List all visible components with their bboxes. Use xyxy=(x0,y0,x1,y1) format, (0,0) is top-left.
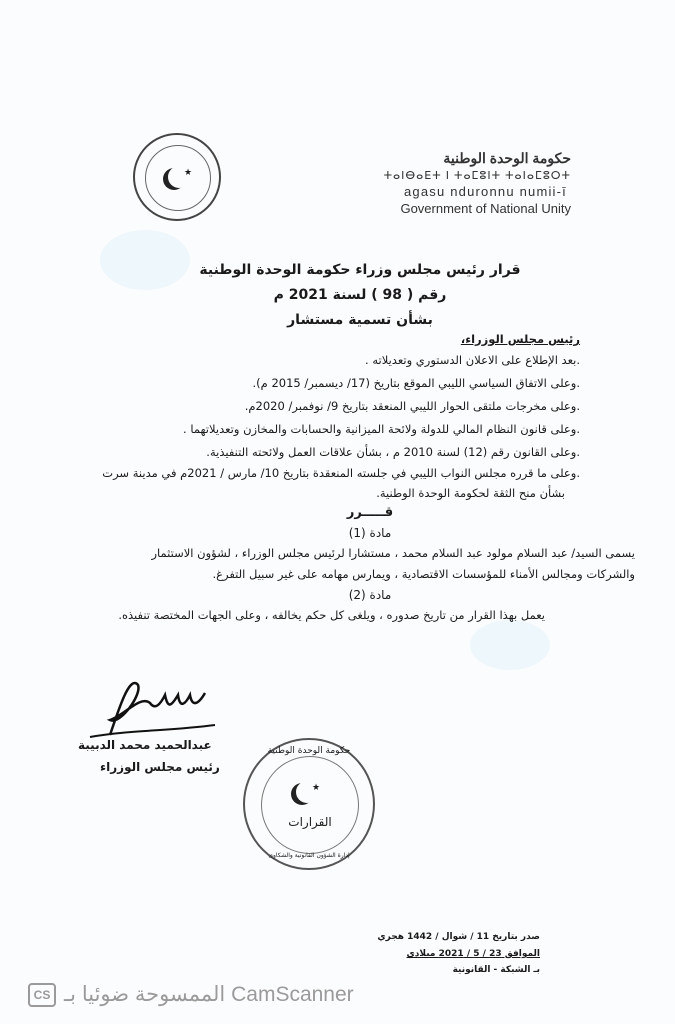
preamble-item: .بعد الإطلاع على الاعلان الدستوري وتعديلاته . xyxy=(365,353,580,367)
preamble-item: بشأن منح الثقة لحكومة الوحدة الوطنية. xyxy=(376,486,565,500)
issue-date-hijri: صدر بتاريخ 11 / شوال / 1442 هجري xyxy=(377,932,540,942)
preamble-item: .وعلى مخرجات ملتقى الحوار الليبي المنعقد بتاريخ 9/ نوفمبر/ 2020م. xyxy=(244,399,580,413)
header-english-name: Government of National Unity xyxy=(400,201,571,216)
camscanner-text: الممسوحة ضوئيا بـ CamScanner xyxy=(64,983,354,1006)
header-arabic-name: حكومة الوحدة الوطنية xyxy=(443,150,571,166)
star-icon: ★ xyxy=(184,168,193,178)
camscanner-watermark xyxy=(28,982,354,1007)
preamble-item: .وعلى الاتفاق السياسي الليبي الموقع بتاريخ (17/ ديسمبر/ 2015 م). xyxy=(252,376,580,390)
article-1-text: يسمى السيد/ عبد السلام مولود عبد السلام محمد ، مستشارا لرئيس مجلس الوزراء ، لشؤون الاستثمار xyxy=(151,546,635,560)
header-amazigh-latin: agasu nduronnu numii-ī xyxy=(404,184,567,199)
background-watermark xyxy=(100,230,190,290)
article-1-title: مادة (1) xyxy=(348,526,392,540)
background-watermark xyxy=(470,620,550,670)
article-1-text: والشركات ومجالس الأمناء للمؤسسات الاقتصادية ، ويمارس مهامه على غير سبيل التفرغ. xyxy=(212,567,635,581)
decided-heading: قـــــرر xyxy=(346,505,394,520)
issue-date-gregorian: الموافق 23 / 5 / 2021 ميلادي xyxy=(406,949,540,959)
signatory-name: عبدالحميد محمد الدبيبة xyxy=(78,738,212,752)
preamble-item: .وعلى القانون رقم (12) لسنة 2010 م ، بشأن علاقات العمل ولائحته التنفيذية. xyxy=(206,445,580,459)
signatory-role: رئيس مجلس الوزراء xyxy=(100,760,220,774)
header-tifinagh-name: ⵜⴰⵏⴱⴰⴹⵜ ⵏ ⵜⴰⵎⵓⵏⵜ ⵜⴰⵏⴰⵎⵓⵔⵜ xyxy=(383,170,571,182)
stamp-center-text: القرارات xyxy=(288,815,332,829)
decision-title: قرار رئيس مجلس وزراء حكومة الوحدة الوطنية xyxy=(199,262,521,278)
preamble-item: .وعلى ما قرره مجلس النواب الليبي في جلسته المنعقدة بتاريخ 10/ مارس / 2021م في مدينة سرت xyxy=(102,466,580,480)
government-emblem xyxy=(133,133,221,221)
camscanner-logo-icon: CS xyxy=(28,983,56,1007)
article-2-text: يعمل بهذا القرار من تاريخ صدوره ، ويلغى كل حكم يخالفه ، وعلى الجهات المختصة تنفيذه. xyxy=(118,608,545,622)
decision-number: رقم ( 98 ) لسنة 2021 م xyxy=(273,287,447,303)
issuing-office: بـ الشبكة - القانونية xyxy=(452,965,540,975)
signature xyxy=(80,665,220,745)
stamp-lower-text: إدارة الشؤون القانونية والشكاوى xyxy=(268,852,350,859)
star-icon: ★ xyxy=(312,783,321,793)
stamp-ring-text: حكومة الوحدة الوطنية xyxy=(267,746,351,756)
preamble-item: .وعلى قانون النظام المالي للدولة ولائحة الميزانية والحسابات والمخازن وتعديلاتهما . xyxy=(183,422,580,436)
article-2-title: مادة (2) xyxy=(348,588,392,602)
addressee: رئيس مجلس الوزراء، xyxy=(460,332,580,346)
official-stamp xyxy=(243,738,375,870)
decision-subject: بشأن تسمية مستشار xyxy=(287,312,433,328)
